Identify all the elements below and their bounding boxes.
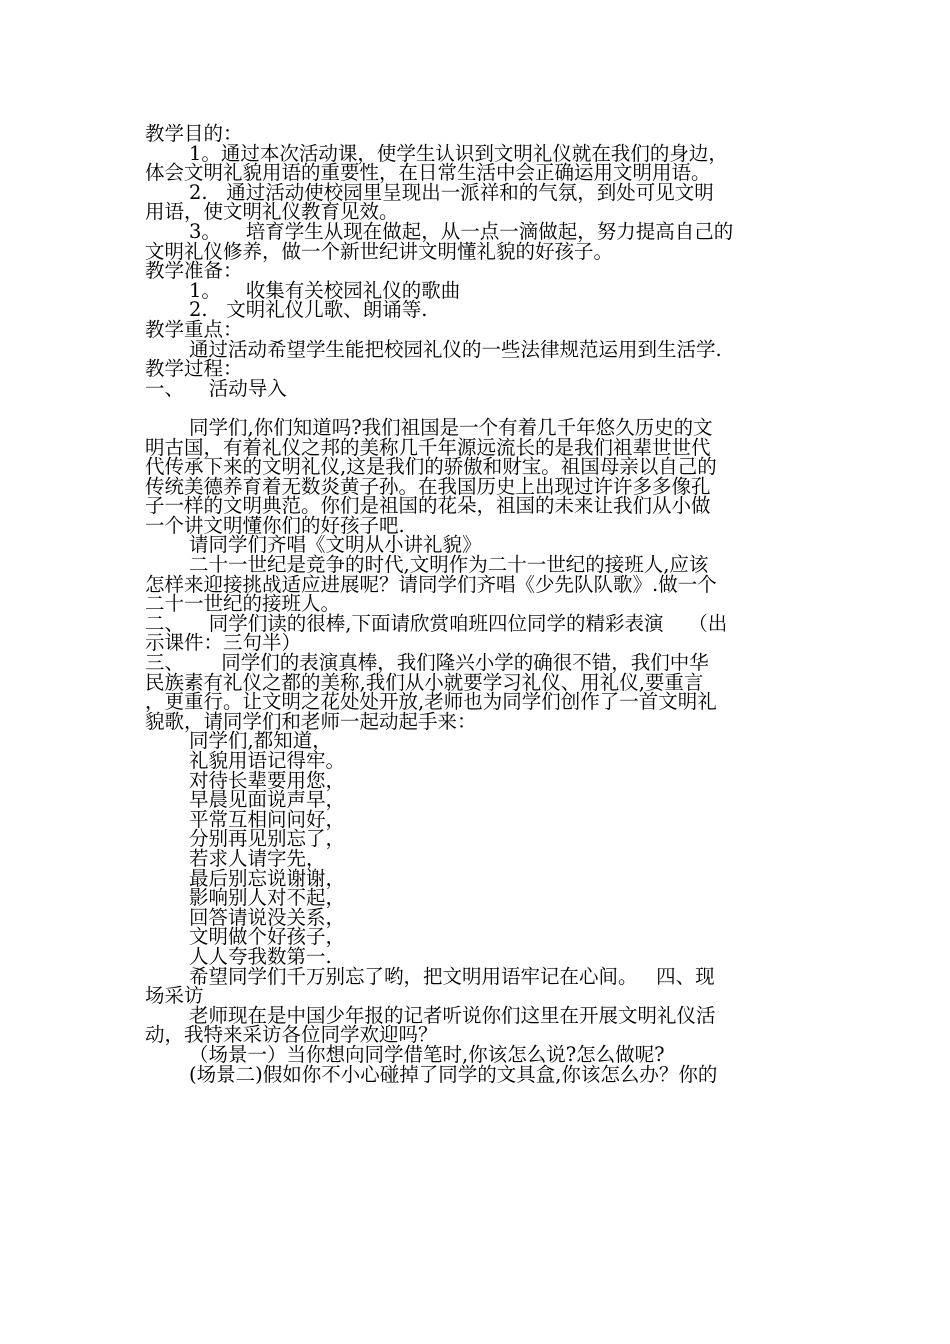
paragraph-line: 1。通过本次活动课，使学生认识到文明礼仪就在我们的身边，: [189, 141, 728, 165]
paragraph-line: 希望同学们千万别忘了哟，把文明用语牢记在心间。 四、现: [189, 964, 715, 988]
section-heading-focus: 教学重点：: [145, 317, 243, 341]
paragraph-line: ，更重行。让文明之花处处开放,老师也为同学们创作了一首文明礼: [145, 690, 717, 714]
paragraph-line: 文明礼仪修养，做一个新世纪讲文明懂礼貌的好孩子。: [145, 239, 614, 263]
paragraph-line: 场采访: [145, 984, 204, 1008]
paragraph-line: 貌歌，请同学们和老师一起动起手来：: [145, 709, 477, 733]
poem-line: 若求人请字先，: [189, 846, 326, 870]
step-heading: 二、 同学们读的很棒,下面请欣赏咱班四位同学的精彩表演 （出: [145, 611, 728, 635]
poem-line: 回答请说没关系，: [189, 905, 346, 929]
paragraph-line: 传统美德养育着无数炎黄子孙。在我国历史上出现过许许多多像孔: [145, 474, 711, 498]
paragraph-line: 二十一世纪的接班人。: [145, 592, 341, 616]
paragraph-line: 民族素有礼仪之都的美称,我们从小就要学习礼仪、用礼仪,要重言: [145, 670, 704, 694]
step-heading: 一、 活动导入: [145, 376, 287, 400]
document-body: [145, 124, 809, 1084]
section-heading-goals: 教学目的：: [145, 122, 243, 145]
paragraph-line: （场景一）当你想向同学借笔时,你该怎么说?怎么做呢?: [189, 1042, 665, 1066]
paragraph-line: 1。 收集有关校园礼仪的歌曲: [189, 278, 461, 302]
section-heading-process: 教学过程：: [145, 357, 243, 381]
paragraph-line: 子一样的文明典范。你们是祖国的花朵，祖国的未来让我们从小做: [145, 494, 711, 518]
poem-line: 分别再见别忘了，: [189, 827, 346, 851]
step-heading: 三、 同学们的表演真棒，我们隆兴小学的确很不错，我们中华: [145, 651, 709, 675]
paragraph-line: 怎样来迎接挑战适应进展呢？请同学们齐唱《少先队队歌》.做一个: [145, 572, 717, 596]
poem-line: 平常互相问问好，: [189, 807, 346, 831]
paragraph-line: 用语，使文明礼仪教育见效。: [145, 200, 399, 224]
poem-line: 礼貌用语记得牢。: [189, 749, 346, 772]
poem-line: 文明做个好孩子，: [189, 925, 346, 949]
poem-line: 对待长辈要用您，: [189, 768, 346, 792]
blank-line: [145, 398, 809, 418]
paragraph-line: 代传承下来的文明礼仪,这是我们的骄傲和财宝。祖国母亲以自己的: [145, 455, 717, 479]
paragraph-line: 一个讲文明懂你们的好孩子吧.: [145, 513, 405, 537]
paragraph-line: 动，我特来采访各位同学欢迎吗？: [145, 1023, 438, 1047]
poem-line: 人人夸我数第一.: [189, 944, 332, 968]
paragraph-line: 2. 通过活动使校园里呈现出一派祥和的气氛，到处可见文明: [189, 180, 714, 204]
paragraph-line: 老师现在是中国少年报的记者听说你们这里在开展文明礼仪活: [189, 1003, 716, 1027]
paragraph-line: 3。 培育学生从现在做起，从一点一滴做起，努力提高自己的: [189, 219, 734, 243]
paragraph-line: 二十一世纪是竞争的时代,文明作为二十一世纪的接班人,应该: [189, 553, 709, 577]
paragraph-line: (场景二)假如你不小心碰掉了同学的文具盒,你该怎么办？你的: [189, 1062, 718, 1086]
paragraph-line: 示课件：三句半）: [145, 631, 302, 655]
paragraph-line: 2. 文明礼仪儿歌、朗诵等.: [189, 298, 428, 322]
poem-line: 最后别忘说谢谢，: [189, 866, 346, 890]
section-heading-preparation: 教学准备：: [145, 259, 243, 283]
paragraph-line: 同学们,你们知道吗?我们祖国是一个有着几千年悠久历史的文: [189, 415, 713, 439]
paragraph-line: 通过活动希望学生能把校园礼仪的一些法律规范运用到生活学.: [189, 337, 722, 361]
poem-line: 影响别人对不起，: [189, 886, 346, 910]
paragraph-line: 明古国，有着礼仪之邦的美称几千年源远流长的是我们祖辈世世代: [145, 435, 711, 459]
poem-line: 同学们,都知道，: [189, 729, 332, 753]
paragraph-line: 体会文明礼貌用语的重要性，在日常生活中会正确运用文明用语。: [145, 161, 711, 185]
paragraph-line: 请同学们齐唱《文明从小讲礼貌》: [189, 533, 482, 557]
poem-line: 早晨见面说声早，: [189, 788, 346, 812]
